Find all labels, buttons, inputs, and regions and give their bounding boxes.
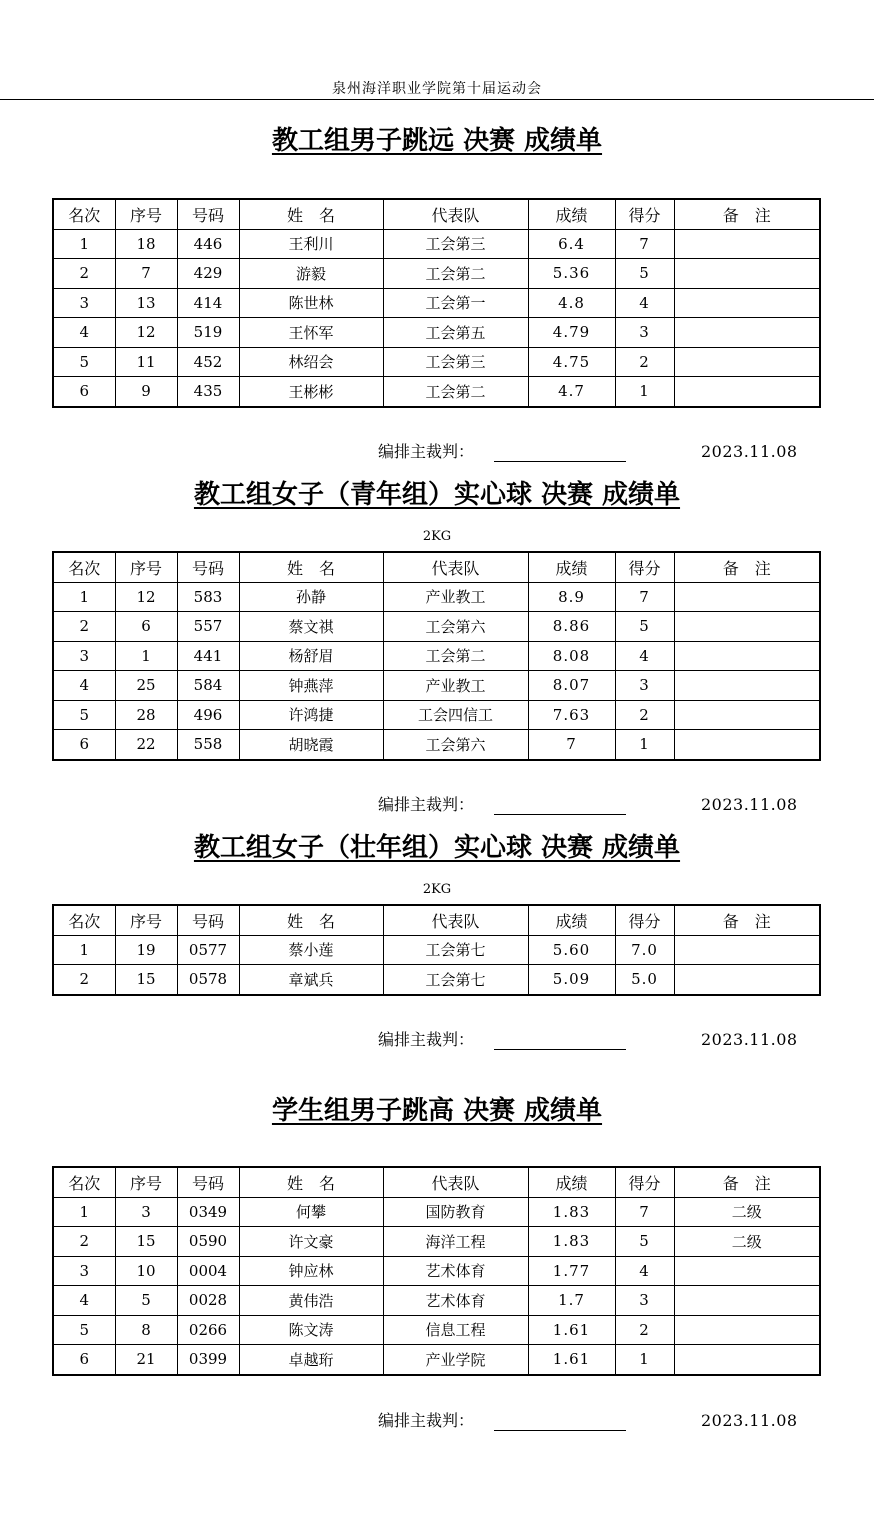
column-header: 代表队 xyxy=(383,199,528,229)
table-cell: 12 xyxy=(115,318,177,348)
section-date: 2023.11.08 xyxy=(701,442,798,461)
table-cell: 1.7 xyxy=(528,1286,615,1316)
table-cell: 蔡文祺 xyxy=(239,612,383,642)
table-cell: 1.61 xyxy=(528,1315,615,1345)
table-row xyxy=(53,612,820,642)
table-cell: 8 xyxy=(115,1315,177,1345)
table-cell: 工会第三 xyxy=(383,229,528,259)
table-header-row xyxy=(53,905,820,935)
table-cell: 杨舒眉 xyxy=(239,641,383,671)
table-cell: 7.63 xyxy=(528,700,615,730)
column-header: 姓 名 xyxy=(239,552,383,582)
table-cell: 艺术体育 xyxy=(383,1256,528,1286)
table-cell: 许鸿捷 xyxy=(239,700,383,730)
signature-label: 编排主裁判： xyxy=(378,442,475,461)
table-cell: 8.9 xyxy=(528,582,615,612)
table-cell xyxy=(674,318,820,348)
table-cell: 王利川 xyxy=(239,229,383,259)
table-cell: 胡晓霞 xyxy=(239,730,383,760)
table-cell: 9 xyxy=(115,377,177,407)
table-cell: 何攀 xyxy=(239,1197,383,1227)
table-cell xyxy=(674,582,820,612)
table-cell: 3 xyxy=(615,1286,674,1316)
table-cell: 5 xyxy=(53,347,115,377)
column-header: 得分 xyxy=(615,905,674,935)
table-cell xyxy=(674,288,820,318)
table-cell: 王彬彬 xyxy=(239,377,383,407)
table-cell: 工会第七 xyxy=(383,965,528,995)
table-cell: 工会第三 xyxy=(383,347,528,377)
table-cell: 0349 xyxy=(177,1197,239,1227)
table-header-row xyxy=(53,1167,820,1197)
signature-line xyxy=(494,1430,626,1431)
table-cell: 8.07 xyxy=(528,671,615,701)
table-cell: 4.7 xyxy=(528,377,615,407)
table-cell: 3 xyxy=(615,318,674,348)
column-header: 号码 xyxy=(177,552,239,582)
table-cell: 钟应林 xyxy=(239,1256,383,1286)
table-cell: 3 xyxy=(53,641,115,671)
table-row xyxy=(53,318,820,348)
table-cell: 7 xyxy=(528,730,615,760)
table-cell xyxy=(674,259,820,289)
signature-label: 编排主裁判： xyxy=(378,1411,475,1430)
table-cell: 5 xyxy=(53,1315,115,1345)
table-cell: 5 xyxy=(615,259,674,289)
table-cell: 5.0 xyxy=(615,965,674,995)
signature-line xyxy=(494,814,626,815)
column-header: 名次 xyxy=(53,552,115,582)
header-rule xyxy=(0,99,874,100)
section-title xyxy=(0,831,874,865)
table-cell: 2 xyxy=(53,259,115,289)
table-cell xyxy=(674,965,820,995)
table-row xyxy=(53,730,820,760)
table-cell: 18 xyxy=(115,229,177,259)
table-cell: 441 xyxy=(177,641,239,671)
table-cell: 8.08 xyxy=(528,641,615,671)
column-header: 姓 名 xyxy=(239,1167,383,1197)
column-header: 姓 名 xyxy=(239,905,383,935)
table-cell: 工会第二 xyxy=(383,377,528,407)
table-cell: 4 xyxy=(615,288,674,318)
table-cell xyxy=(674,229,820,259)
table-cell: 工会四信工 xyxy=(383,700,528,730)
table-cell xyxy=(674,935,820,965)
table-cell xyxy=(674,347,820,377)
table-cell: 章斌兵 xyxy=(239,965,383,995)
table-cell: 0399 xyxy=(177,1345,239,1375)
table-cell: 2 xyxy=(53,965,115,995)
table-cell: 1 xyxy=(53,229,115,259)
table-cell: 3 xyxy=(615,671,674,701)
table-cell: 5 xyxy=(115,1286,177,1316)
column-header: 序号 xyxy=(115,199,177,229)
section-date: 2023.11.08 xyxy=(701,795,798,814)
table-cell: 0590 xyxy=(177,1227,239,1257)
column-header: 成绩 xyxy=(528,199,615,229)
table-cell: 7 xyxy=(115,259,177,289)
table-cell: 2 xyxy=(615,347,674,377)
table-cell: 15 xyxy=(115,965,177,995)
table-cell: 1 xyxy=(615,377,674,407)
table-cell: 1 xyxy=(615,1345,674,1375)
table-cell: 1 xyxy=(53,935,115,965)
table-row xyxy=(53,641,820,671)
table-cell: 8.86 xyxy=(528,612,615,642)
table-cell: 12 xyxy=(115,582,177,612)
table-cell: 4 xyxy=(615,641,674,671)
table-row xyxy=(53,347,820,377)
table-cell: 工会第一 xyxy=(383,288,528,318)
table-cell: 林绍会 xyxy=(239,347,383,377)
section-subtitle: 2KG xyxy=(422,882,452,897)
table-cell: 414 xyxy=(177,288,239,318)
section-title xyxy=(0,124,874,158)
table-row xyxy=(53,582,820,612)
table-cell xyxy=(674,1345,820,1375)
table-cell: 工会第二 xyxy=(383,259,528,289)
table-cell xyxy=(674,641,820,671)
table-cell: 3 xyxy=(53,288,115,318)
table-cell: 3 xyxy=(115,1197,177,1227)
table-cell: 海洋工程 xyxy=(383,1227,528,1257)
table-cell: 4 xyxy=(53,671,115,701)
table-cell: 王怀军 xyxy=(239,318,383,348)
table-cell: 4.79 xyxy=(528,318,615,348)
table-row xyxy=(53,935,820,965)
table-cell: 5 xyxy=(615,1227,674,1257)
table-cell: 435 xyxy=(177,377,239,407)
table-cell: 1 xyxy=(53,1197,115,1227)
table-cell: 496 xyxy=(177,700,239,730)
table-cell: 2 xyxy=(615,700,674,730)
table-cell: 黄伟浩 xyxy=(239,1286,383,1316)
table-cell: 游毅 xyxy=(239,259,383,289)
table-cell: 0004 xyxy=(177,1256,239,1286)
table-row xyxy=(53,1345,820,1375)
table-cell: 工会第六 xyxy=(383,612,528,642)
column-header: 得分 xyxy=(615,1167,674,1197)
table-cell: 25 xyxy=(115,671,177,701)
column-header: 序号 xyxy=(115,552,177,582)
table-row xyxy=(53,1227,820,1257)
table-cell: 28 xyxy=(115,700,177,730)
table-cell: 蔡小莲 xyxy=(239,935,383,965)
column-header: 成绩 xyxy=(528,905,615,935)
results-table xyxy=(52,904,821,996)
table-cell: 15 xyxy=(115,1227,177,1257)
table-cell: 艺术体育 xyxy=(383,1286,528,1316)
section-title-text: 教工组女子（青年组）实心球 决赛 成绩单 xyxy=(193,480,681,510)
table-cell: 陈世林 xyxy=(239,288,383,318)
table-cell xyxy=(674,700,820,730)
table-cell: 19 xyxy=(115,935,177,965)
table-cell: 3 xyxy=(53,1256,115,1286)
table-row xyxy=(53,1315,820,1345)
signature-line xyxy=(494,461,626,462)
table-cell: 4.75 xyxy=(528,347,615,377)
table-cell: 1.77 xyxy=(528,1256,615,1286)
table-row xyxy=(53,229,820,259)
column-header: 备 注 xyxy=(674,905,820,935)
table-cell: 583 xyxy=(177,582,239,612)
column-header: 号码 xyxy=(177,905,239,935)
table-cell: 工会第五 xyxy=(383,318,528,348)
table-cell: 孙静 xyxy=(239,582,383,612)
results-table xyxy=(52,551,821,761)
table-cell: 0577 xyxy=(177,935,239,965)
signature-label: 编排主裁判： xyxy=(378,795,475,814)
column-header: 得分 xyxy=(615,199,674,229)
column-header: 得分 xyxy=(615,552,674,582)
table-cell: 2 xyxy=(53,612,115,642)
table-row xyxy=(53,288,820,318)
table-cell: 陈文涛 xyxy=(239,1315,383,1345)
table-cell xyxy=(674,1315,820,1345)
section-title-text: 教工组男子跳远 决赛 成绩单 xyxy=(271,126,603,156)
table-cell: 7 xyxy=(615,229,674,259)
table-cell: 0028 xyxy=(177,1286,239,1316)
column-header: 备 注 xyxy=(674,1167,820,1197)
section-title-text: 学生组男子跳高 决赛 成绩单 xyxy=(271,1096,603,1126)
table-cell: 558 xyxy=(177,730,239,760)
table-cell: 11 xyxy=(115,347,177,377)
section-subtitle: 2KG xyxy=(422,529,452,544)
table-cell: 4 xyxy=(53,318,115,348)
table-cell: 446 xyxy=(177,229,239,259)
table-cell: 二级 xyxy=(674,1197,820,1227)
table-cell: 519 xyxy=(177,318,239,348)
column-header: 名次 xyxy=(53,199,115,229)
table-cell: 1 xyxy=(53,582,115,612)
table-cell: 5.60 xyxy=(528,935,615,965)
table-cell: 1.83 xyxy=(528,1227,615,1257)
table-cell: 0578 xyxy=(177,965,239,995)
table-row xyxy=(53,700,820,730)
table-row xyxy=(53,377,820,407)
table-row xyxy=(53,259,820,289)
table-cell xyxy=(674,612,820,642)
table-cell: 5 xyxy=(53,700,115,730)
table-cell: 452 xyxy=(177,347,239,377)
table-row xyxy=(53,1286,820,1316)
table-cell: 6.4 xyxy=(528,229,615,259)
table-cell: 6 xyxy=(53,1345,115,1375)
section-date: 2023.11.08 xyxy=(701,1030,798,1049)
page-header-title: 泉州海洋职业学院第十届运动会 xyxy=(332,81,542,97)
table-cell: 4.8 xyxy=(528,288,615,318)
table-cell: 1 xyxy=(115,641,177,671)
column-header: 序号 xyxy=(115,905,177,935)
table-cell: 4 xyxy=(615,1256,674,1286)
table-row xyxy=(53,1256,820,1286)
table-header-row xyxy=(53,199,820,229)
column-header: 姓 名 xyxy=(239,199,383,229)
table-cell: 工会第二 xyxy=(383,641,528,671)
table-cell: 10 xyxy=(115,1256,177,1286)
section-date: 2023.11.08 xyxy=(701,1411,798,1430)
table-cell: 0266 xyxy=(177,1315,239,1345)
table-cell: 2 xyxy=(53,1227,115,1257)
table-cell xyxy=(674,671,820,701)
column-header: 代表队 xyxy=(383,1167,528,1197)
section-title-text: 教工组女子（壮年组）实心球 决赛 成绩单 xyxy=(193,833,681,863)
column-header: 代表队 xyxy=(383,552,528,582)
table-cell: 1 xyxy=(615,730,674,760)
section-title xyxy=(0,478,874,512)
signature-line xyxy=(494,1049,626,1050)
column-header: 成绩 xyxy=(528,552,615,582)
table-row xyxy=(53,965,820,995)
table-cell: 信息工程 xyxy=(383,1315,528,1345)
column-header: 号码 xyxy=(177,1167,239,1197)
table-cell: 22 xyxy=(115,730,177,760)
table-cell: 429 xyxy=(177,259,239,289)
table-cell: 产业学院 xyxy=(383,1345,528,1375)
table-cell: 7 xyxy=(615,1197,674,1227)
column-header: 成绩 xyxy=(528,1167,615,1197)
table-cell: 7 xyxy=(615,582,674,612)
column-header: 名次 xyxy=(53,1167,115,1197)
table-row xyxy=(53,1197,820,1227)
column-header: 号码 xyxy=(177,199,239,229)
signature-label: 编排主裁判： xyxy=(378,1030,475,1049)
table-cell: 产业教工 xyxy=(383,671,528,701)
results-table xyxy=(52,198,821,408)
table-cell: 二级 xyxy=(674,1227,820,1257)
results-table xyxy=(52,1166,821,1376)
table-cell: 1.61 xyxy=(528,1345,615,1375)
table-cell: 许文豪 xyxy=(239,1227,383,1257)
section-title xyxy=(0,1094,874,1128)
column-header: 备 注 xyxy=(674,199,820,229)
column-header: 代表队 xyxy=(383,905,528,935)
table-cell: 1.83 xyxy=(528,1197,615,1227)
table-row xyxy=(53,671,820,701)
table-cell: 钟燕萍 xyxy=(239,671,383,701)
table-cell: 工会第六 xyxy=(383,730,528,760)
table-cell: 13 xyxy=(115,288,177,318)
table-cell xyxy=(674,730,820,760)
table-cell: 21 xyxy=(115,1345,177,1375)
table-cell: 产业教工 xyxy=(383,582,528,612)
table-cell: 7.0 xyxy=(615,935,674,965)
table-cell: 557 xyxy=(177,612,239,642)
table-cell: 584 xyxy=(177,671,239,701)
table-cell: 2 xyxy=(615,1315,674,1345)
table-cell: 4 xyxy=(53,1286,115,1316)
table-cell: 5.09 xyxy=(528,965,615,995)
table-cell: 卓越珩 xyxy=(239,1345,383,1375)
table-cell xyxy=(674,1256,820,1286)
table-cell: 5 xyxy=(615,612,674,642)
table-cell xyxy=(674,377,820,407)
column-header: 序号 xyxy=(115,1167,177,1197)
table-cell: 6 xyxy=(53,377,115,407)
column-header: 名次 xyxy=(53,905,115,935)
table-cell: 6 xyxy=(53,730,115,760)
table-cell: 工会第七 xyxy=(383,935,528,965)
table-cell xyxy=(674,1286,820,1316)
column-header: 备 注 xyxy=(674,552,820,582)
table-header-row xyxy=(53,552,820,582)
table-cell: 5.36 xyxy=(528,259,615,289)
table-cell: 国防教育 xyxy=(383,1197,528,1227)
table-cell: 6 xyxy=(115,612,177,642)
